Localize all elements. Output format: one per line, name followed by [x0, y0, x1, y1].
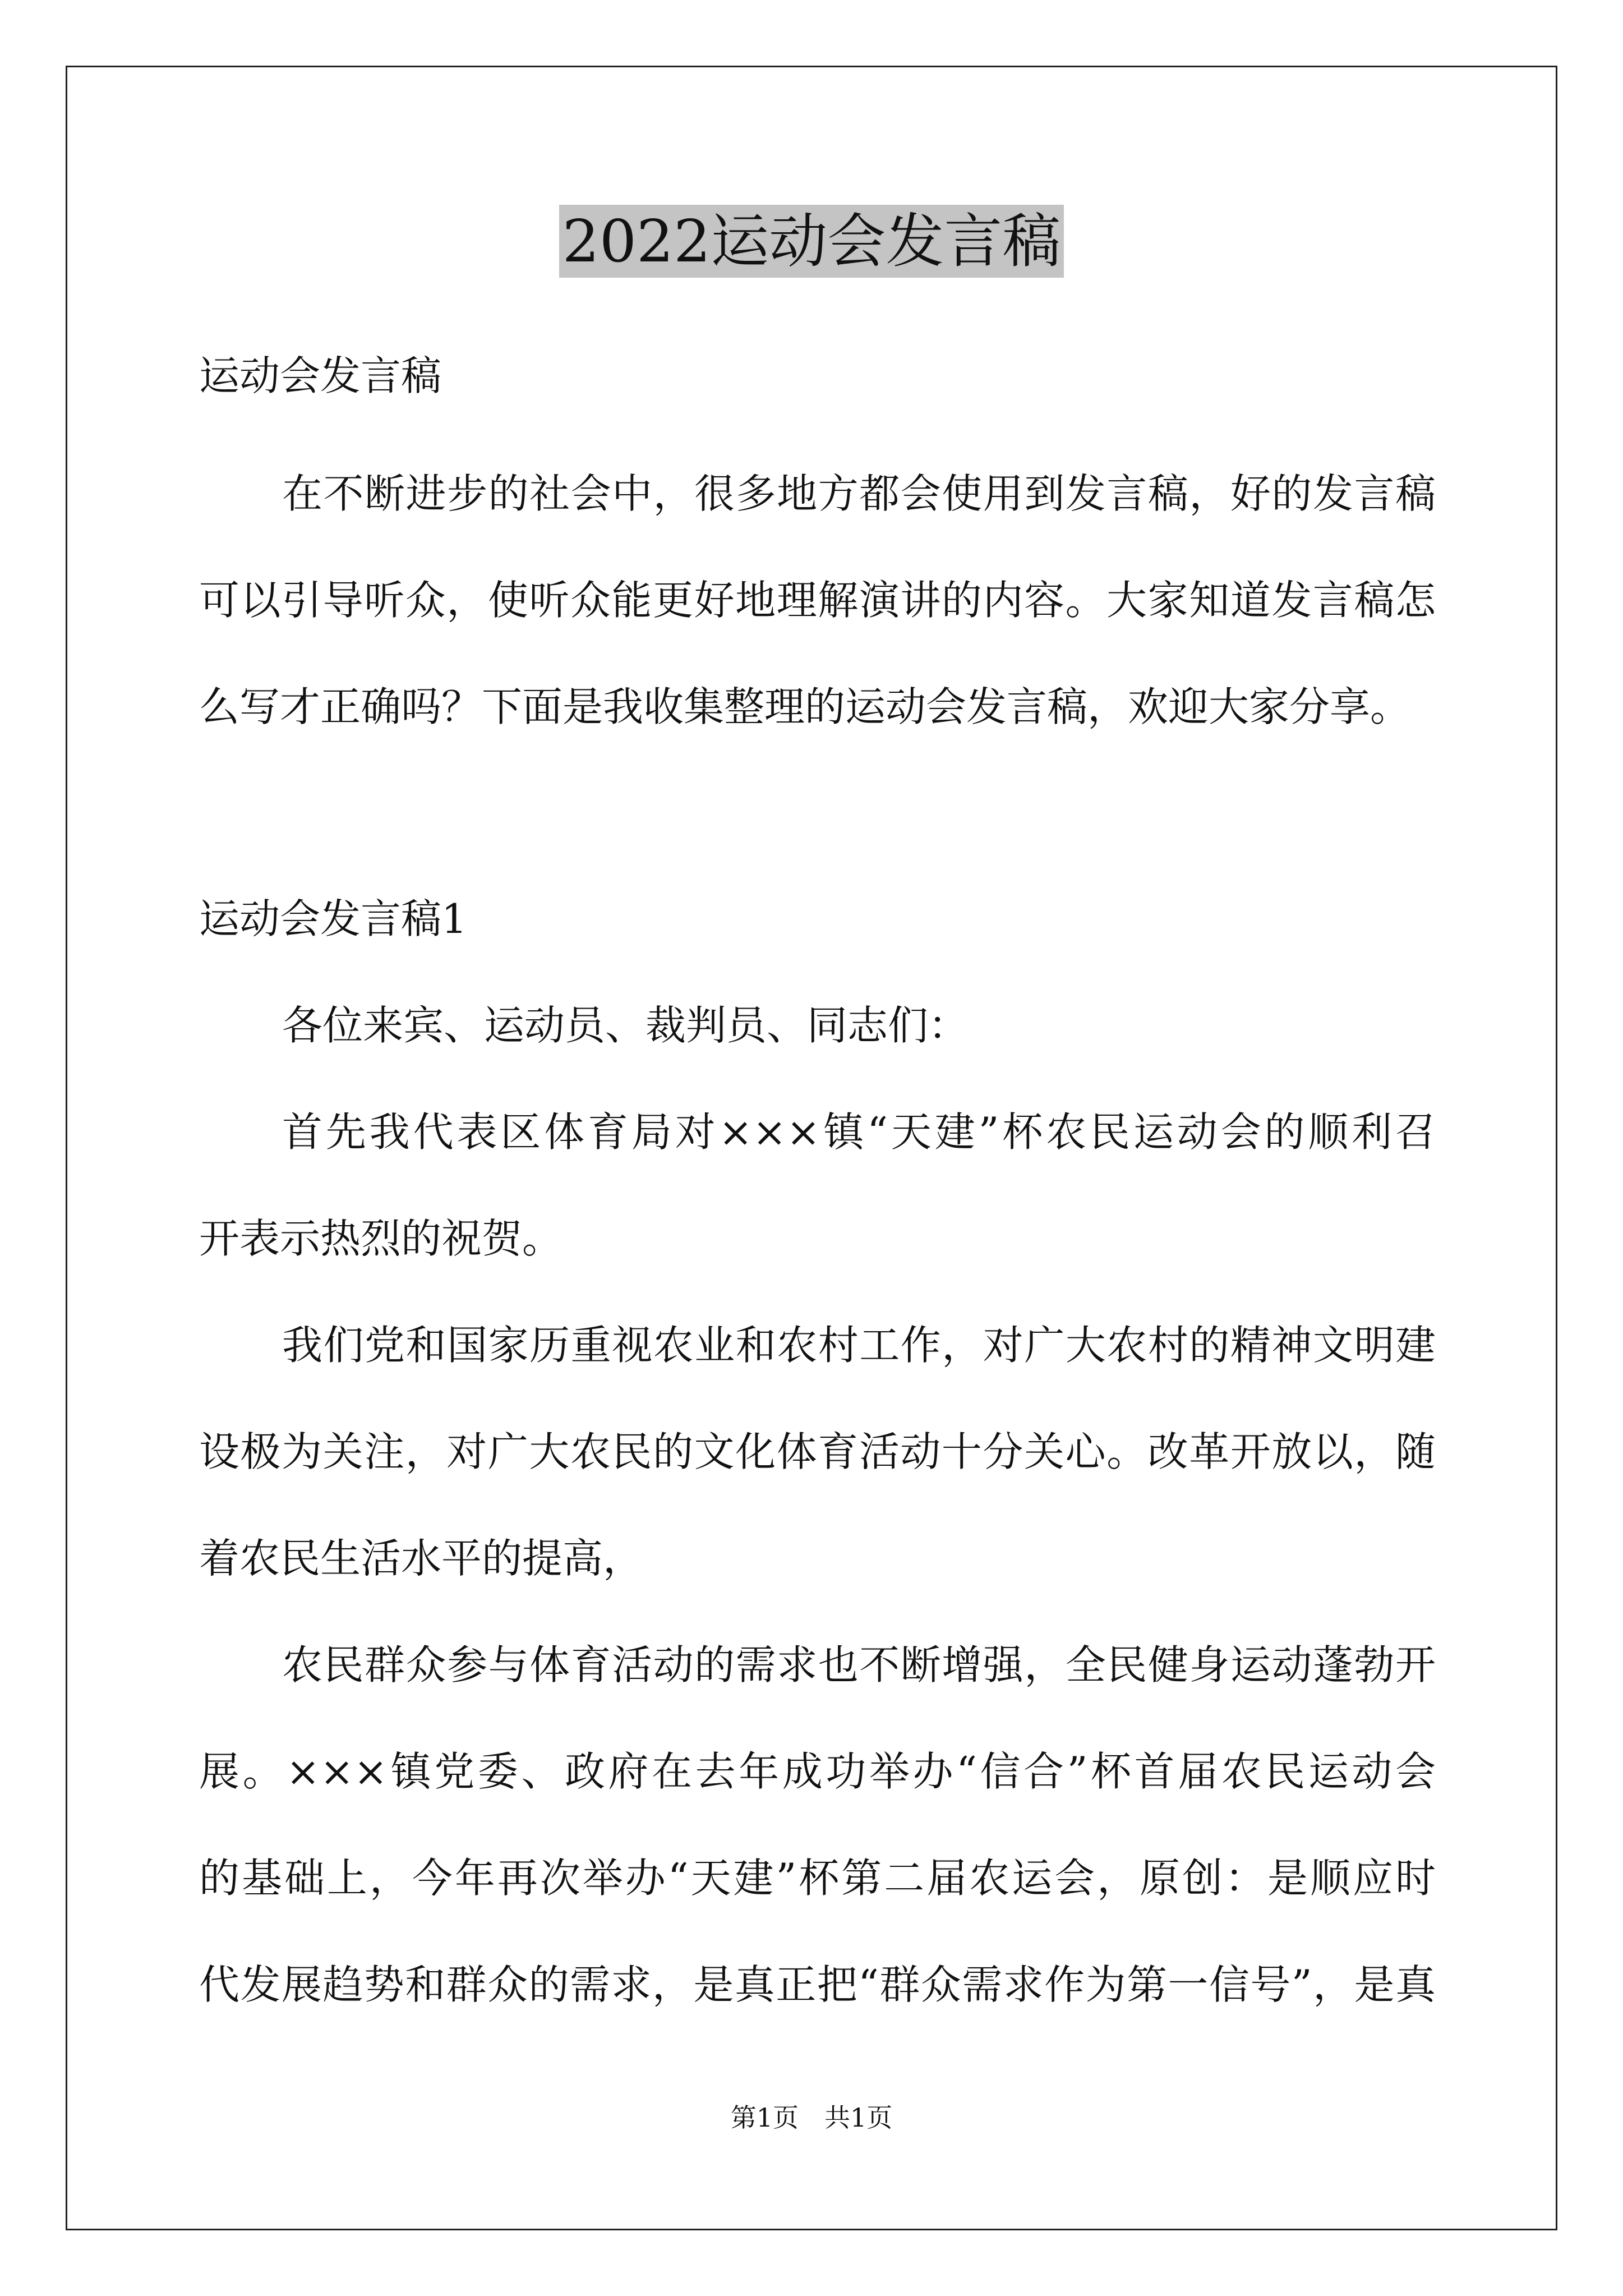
paragraph-line: 展。×××镇党委、政府在去年成功举办“信合”杯首届农民运动会 — [199, 1748, 1436, 1795]
paragraph-line: 么写才正确吗？下面是我收集整理的运动会发言稿，欢迎大家分享。 — [199, 683, 1411, 730]
paragraph-line: 可以引导听众，使听众能更好地理解演讲的内容。大家知道发言稿怎 — [199, 577, 1436, 624]
document-title — [0, 202, 1623, 280]
paragraph-line: 农民群众参与体育活动的需求也不断增强，全民健身运动蓬勃开 — [282, 1641, 1436, 1688]
paragraph-line: 首先我代表区体育局对×××镇“天建”杯农民运动会的顺利召 — [282, 1108, 1436, 1156]
section-heading: 运动会发言稿1 — [199, 895, 467, 942]
paragraph-line: 在不断进步的社会中，很多地方都会使用到发言稿，好的发言稿 — [282, 470, 1436, 517]
page-number: 第1页 共1页 — [730, 2102, 893, 2133]
paragraph-line: 开表示热烈的祝贺。 — [199, 1215, 563, 1262]
paragraph-line: 着农民生活水平的提高， — [199, 1535, 644, 1582]
paragraph-line: 设极为关注，对广大农民的文化体育活动十分关心。改革开放以，随 — [199, 1428, 1436, 1475]
paragraph-line: 的基础上，今年再次举办“天建”杯第二届农运会，原创：是顺应时 — [199, 1855, 1436, 1902]
section-heading: 运动会发言稿 — [199, 352, 442, 399]
document-title-text: 2022运动会发言稿 — [559, 205, 1064, 278]
paragraph-line: 我们党和国家历重视农业和农村工作，对广大农村的精神文明建 — [282, 1322, 1436, 1369]
paragraph-line: 代发展趋势和群众的需求，是真正把“群众需求作为第一信号”，是真 — [199, 1961, 1436, 2008]
paragraph-line: 各位来宾、运动员、裁判员、同志们： — [282, 1002, 969, 1049]
